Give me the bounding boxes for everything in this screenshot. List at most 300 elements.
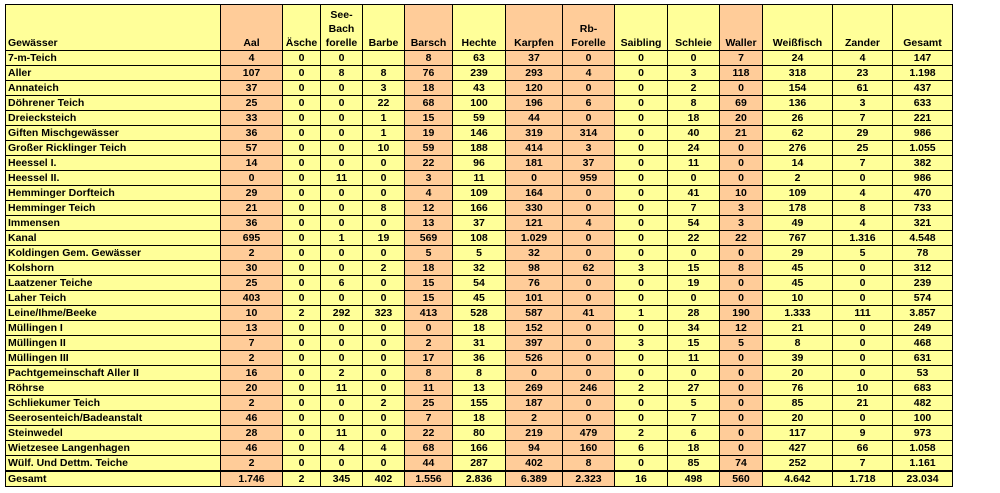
cell-hechte: 166 — [453, 441, 506, 456]
table-row — [6, 351, 953, 366]
cell-schleie: 11 — [668, 351, 720, 366]
cell-waller: 0 — [720, 246, 763, 261]
cell-karpfen: 37 — [506, 51, 563, 66]
cell-waller: 10 — [720, 186, 763, 201]
cell-schleie: 85 — [668, 456, 720, 472]
cell-hechte: 31 — [453, 336, 506, 351]
cell-barsch: 22 — [405, 156, 453, 171]
cell-aal: 2 — [221, 456, 283, 472]
cell-saibling: 0 — [615, 156, 668, 171]
cell-gesamt: 1.161 — [893, 456, 953, 472]
cell-gesamt: 482 — [893, 396, 953, 411]
cell-rbforelle: 314 — [563, 126, 615, 141]
cell-karpfen: 0 — [506, 366, 563, 381]
cell-barsch: 4 — [405, 186, 453, 201]
cell-waller: 118 — [720, 66, 763, 81]
cell-seebachforelle: 0 — [321, 321, 363, 336]
cell-hechte: 287 — [453, 456, 506, 472]
cell-gesamt: 3.857 — [893, 306, 953, 321]
column-header-karpfen: Karpfen — [506, 5, 563, 51]
cell-weissfisch: 39 — [763, 351, 833, 366]
water-name-cell: Hemminger Dorfteich — [6, 186, 221, 201]
table-row — [6, 291, 953, 306]
cell-aesche: 0 — [283, 381, 321, 396]
cell-seebachforelle: 0 — [321, 216, 363, 231]
table-row — [6, 261, 953, 276]
cell-karpfen: 101 — [506, 291, 563, 306]
cell-zander: 4 — [833, 216, 893, 231]
cell-aal: 21 — [221, 201, 283, 216]
cell-aal: 20 — [221, 381, 283, 396]
cell-aesche: 0 — [283, 141, 321, 156]
cell-zander: 111 — [833, 306, 893, 321]
cell-aal: 403 — [221, 291, 283, 306]
cell-barsch: 15 — [405, 276, 453, 291]
cell-barsch: 0 — [405, 321, 453, 336]
column-header-barsch: Barsch — [405, 5, 453, 51]
cell-aal: 36 — [221, 216, 283, 231]
cell-gesamt: 733 — [893, 201, 953, 216]
column-header-hechte: Hechte — [453, 5, 506, 51]
cell-gesamt: 100 — [893, 411, 953, 426]
cell-hechte: 188 — [453, 141, 506, 156]
cell-karpfen: 319 — [506, 126, 563, 141]
cell-gesamt: 633 — [893, 96, 953, 111]
cell-aal: 46 — [221, 411, 283, 426]
cell-karpfen: 76 — [506, 276, 563, 291]
cell-barsch: 44 — [405, 456, 453, 472]
cell-hechte: 96 — [453, 156, 506, 171]
cell-schleie: 6 — [668, 426, 720, 441]
cell-barbe: 0 — [363, 321, 405, 336]
cell-schleie: 0 — [668, 171, 720, 186]
cell-waller: 7 — [720, 51, 763, 66]
cell-karpfen: 330 — [506, 201, 563, 216]
table-row — [6, 156, 953, 171]
cell-aesche: 0 — [283, 396, 321, 411]
cell-seebachforelle: 8 — [321, 66, 363, 81]
cell-barbe: 1 — [363, 126, 405, 141]
cell-hechte: 32 — [453, 261, 506, 276]
cell-saibling: 0 — [615, 81, 668, 96]
cell-barsch: 3 — [405, 171, 453, 186]
cell-gesamt: 470 — [893, 186, 953, 201]
cell-aesche: 0 — [283, 156, 321, 171]
table-row — [6, 456, 953, 472]
cell-zander: 25 — [833, 141, 893, 156]
cell-barbe: 0 — [363, 156, 405, 171]
cell-aal: 25 — [221, 276, 283, 291]
cell-seebachforelle: 0 — [321, 201, 363, 216]
cell-barbe: 0 — [363, 381, 405, 396]
cell-zander: 5 — [833, 246, 893, 261]
cell-schleie: 28 — [668, 306, 720, 321]
table-row — [6, 201, 953, 216]
water-name-cell: Hemminger Teich — [6, 201, 221, 216]
cell-schleie: 41 — [668, 186, 720, 201]
cell-schleie: 2 — [668, 81, 720, 96]
table-row — [6, 381, 953, 396]
cell-aesche: 0 — [283, 411, 321, 426]
cell-saibling: 6 — [615, 441, 668, 456]
cell-weissfisch: 29 — [763, 246, 833, 261]
cell-gesamt: 986 — [893, 171, 953, 186]
cell-schleie: 54 — [668, 216, 720, 231]
column-header-gesamt: Gesamt — [893, 5, 953, 51]
cell-waller: 5 — [720, 336, 763, 351]
cell-hechte: 37 — [453, 216, 506, 231]
water-name-cell: Giften Mischgewässer — [6, 126, 221, 141]
cell-gesamt: 574 — [893, 291, 953, 306]
cell-aal: 7 — [221, 336, 283, 351]
cell-weissfisch: 21 — [763, 321, 833, 336]
cell-weissfisch: 20 — [763, 411, 833, 426]
cell-weissfisch: 49 — [763, 216, 833, 231]
total-zander: 1.718 — [833, 471, 893, 487]
cell-saibling: 0 — [615, 51, 668, 66]
table-row — [6, 141, 953, 156]
cell-weissfisch: 62 — [763, 126, 833, 141]
cell-gesamt: 53 — [893, 366, 953, 381]
water-name-cell: Immensen — [6, 216, 221, 231]
cell-karpfen: 120 — [506, 81, 563, 96]
cell-hechte: 54 — [453, 276, 506, 291]
column-header-weissfisch: Weißfisch — [763, 5, 833, 51]
cell-hechte: 43 — [453, 81, 506, 96]
cell-seebachforelle: 0 — [321, 186, 363, 201]
cell-aal: 28 — [221, 426, 283, 441]
cell-waller: 0 — [720, 276, 763, 291]
water-name-cell: Aller — [6, 66, 221, 81]
cell-rbforelle: 479 — [563, 426, 615, 441]
cell-aesche: 0 — [283, 351, 321, 366]
cell-aesche: 0 — [283, 81, 321, 96]
total-barbe: 402 — [363, 471, 405, 487]
cell-aal: 2 — [221, 351, 283, 366]
cell-karpfen: 397 — [506, 336, 563, 351]
cell-seebachforelle: 0 — [321, 336, 363, 351]
cell-karpfen: 196 — [506, 96, 563, 111]
cell-barbe: 0 — [363, 276, 405, 291]
table-row — [6, 396, 953, 411]
cell-saibling: 1 — [615, 306, 668, 321]
cell-barsch: 76 — [405, 66, 453, 81]
cell-aesche: 0 — [283, 456, 321, 472]
total-aesche: 2 — [283, 471, 321, 487]
table-row — [6, 66, 953, 81]
cell-hechte: 528 — [453, 306, 506, 321]
cell-hechte: 13 — [453, 381, 506, 396]
cell-rbforelle: 6 — [563, 96, 615, 111]
cell-barbe: 3 — [363, 81, 405, 96]
column-header-aesche: Äsche — [283, 5, 321, 51]
cell-gesamt: 249 — [893, 321, 953, 336]
cell-rbforelle: 41 — [563, 306, 615, 321]
cell-saibling: 0 — [615, 126, 668, 141]
cell-barbe: 0 — [363, 246, 405, 261]
cell-seebachforelle: 0 — [321, 51, 363, 66]
cell-zander: 8 — [833, 201, 893, 216]
cell-barsch: 22 — [405, 426, 453, 441]
cell-barbe: 19 — [363, 231, 405, 246]
cell-zander: 29 — [833, 126, 893, 141]
cell-aal: 10 — [221, 306, 283, 321]
cell-barsch: 5 — [405, 246, 453, 261]
table-body — [6, 51, 953, 472]
total-barsch: 1.556 — [405, 471, 453, 487]
water-name-cell: Koldingen Gem. Gewässer — [6, 246, 221, 261]
cell-karpfen: 98 — [506, 261, 563, 276]
cell-aal: 0 — [221, 171, 283, 186]
total-seebachforelle: 345 — [321, 471, 363, 487]
column-header-schleie: Schleie — [668, 5, 720, 51]
cell-weissfisch: 2 — [763, 171, 833, 186]
cell-aesche: 0 — [283, 186, 321, 201]
water-name-cell: Müllingen I — [6, 321, 221, 336]
cell-gesamt: 986 — [893, 126, 953, 141]
cell-zander: 4 — [833, 51, 893, 66]
cell-zander: 0 — [833, 276, 893, 291]
table-row — [6, 171, 953, 186]
cell-zander: 0 — [833, 366, 893, 381]
cell-aal: 25 — [221, 96, 283, 111]
cell-saibling: 0 — [615, 141, 668, 156]
water-name-cell: Leine/Ihme/Beeke — [6, 306, 221, 321]
cell-waller: 0 — [720, 426, 763, 441]
cell-barbe: 0 — [363, 426, 405, 441]
cell-waller: 190 — [720, 306, 763, 321]
cell-rbforelle: 0 — [563, 396, 615, 411]
cell-seebachforelle: 0 — [321, 456, 363, 472]
cell-aesche: 0 — [283, 276, 321, 291]
water-name-cell: Kanal — [6, 231, 221, 246]
total-hechte: 2.836 — [453, 471, 506, 487]
cell-saibling: 3 — [615, 336, 668, 351]
fish-catch-table — [5, 4, 953, 487]
cell-barbe: 0 — [363, 456, 405, 472]
cell-gesamt: 147 — [893, 51, 953, 66]
column-header-rbforelle: Rb- Forelle — [563, 5, 615, 51]
cell-barsch: 12 — [405, 201, 453, 216]
cell-barbe: 8 — [363, 201, 405, 216]
table-row — [6, 306, 953, 321]
cell-seebachforelle: 0 — [321, 156, 363, 171]
cell-karpfen: 269 — [506, 381, 563, 396]
cell-rbforelle: 0 — [563, 111, 615, 126]
cell-aesche: 0 — [283, 426, 321, 441]
cell-aesche: 2 — [283, 306, 321, 321]
cell-hechte: 8 — [453, 366, 506, 381]
table-row — [6, 111, 953, 126]
cell-waller: 20 — [720, 111, 763, 126]
cell-waller: 8 — [720, 261, 763, 276]
cell-seebachforelle: 292 — [321, 306, 363, 321]
cell-gesamt: 683 — [893, 381, 953, 396]
cell-seebachforelle: 1 — [321, 231, 363, 246]
cell-aal: 2 — [221, 246, 283, 261]
cell-schleie: 19 — [668, 276, 720, 291]
cell-aal: 4 — [221, 51, 283, 66]
cell-seebachforelle: 0 — [321, 291, 363, 306]
cell-aal: 46 — [221, 441, 283, 456]
water-name-cell: Laher Teich — [6, 291, 221, 306]
water-name-cell: Dreiecksteich — [6, 111, 221, 126]
cell-rbforelle: 0 — [563, 51, 615, 66]
cell-barbe: 10 — [363, 141, 405, 156]
cell-aesche: 0 — [283, 126, 321, 141]
cell-seebachforelle: 0 — [321, 411, 363, 426]
cell-schleie: 0 — [668, 51, 720, 66]
cell-hechte: 63 — [453, 51, 506, 66]
total-gesamt: 23.034 — [893, 471, 953, 487]
cell-aesche: 0 — [283, 291, 321, 306]
table-row — [6, 186, 953, 201]
column-header-saibling: Saibling — [615, 5, 668, 51]
cell-weissfisch: 117 — [763, 426, 833, 441]
water-name-cell: Schliekumer Teich — [6, 396, 221, 411]
water-name-cell: Müllingen II — [6, 336, 221, 351]
cell-barbe: 1 — [363, 111, 405, 126]
cell-saibling: 2 — [615, 426, 668, 441]
cell-rbforelle: 0 — [563, 81, 615, 96]
cell-gesamt: 468 — [893, 336, 953, 351]
cell-saibling: 0 — [615, 351, 668, 366]
cell-aesche: 0 — [283, 336, 321, 351]
cell-aesche: 0 — [283, 261, 321, 276]
cell-karpfen: 94 — [506, 441, 563, 456]
cell-gesamt: 312 — [893, 261, 953, 276]
cell-seebachforelle: 11 — [321, 426, 363, 441]
cell-karpfen: 1.029 — [506, 231, 563, 246]
cell-waller: 0 — [720, 291, 763, 306]
header-row — [6, 5, 953, 51]
column-header-barbe: Barbe — [363, 5, 405, 51]
cell-barsch: 68 — [405, 441, 453, 456]
cell-aesche: 0 — [283, 171, 321, 186]
total-row — [6, 471, 953, 487]
cell-waller: 69 — [720, 96, 763, 111]
cell-weissfisch: 318 — [763, 66, 833, 81]
table-row — [6, 246, 953, 261]
cell-saibling: 0 — [615, 396, 668, 411]
cell-weissfisch: 1.333 — [763, 306, 833, 321]
table-row — [6, 426, 953, 441]
cell-zander: 4 — [833, 186, 893, 201]
cell-hechte: 18 — [453, 321, 506, 336]
cell-waller: 0 — [720, 81, 763, 96]
cell-zander: 10 — [833, 381, 893, 396]
cell-aal: 2 — [221, 396, 283, 411]
table-row — [6, 126, 953, 141]
column-header-seebachforelle: See- Bach forelle — [321, 5, 363, 51]
cell-saibling: 0 — [615, 231, 668, 246]
cell-aal: 29 — [221, 186, 283, 201]
cell-barsch: 68 — [405, 96, 453, 111]
column-header-zander: Zander — [833, 5, 893, 51]
cell-zander: 66 — [833, 441, 893, 456]
cell-schleie: 40 — [668, 126, 720, 141]
cell-aesche: 0 — [283, 66, 321, 81]
total-waller: 560 — [720, 471, 763, 487]
total-schleie: 498 — [668, 471, 720, 487]
table-row — [6, 51, 953, 66]
cell-zander: 61 — [833, 81, 893, 96]
cell-karpfen: 293 — [506, 66, 563, 81]
cell-seebachforelle: 11 — [321, 171, 363, 186]
table-row — [6, 366, 953, 381]
cell-waller: 12 — [720, 321, 763, 336]
cell-weissfisch: 24 — [763, 51, 833, 66]
cell-weissfisch: 45 — [763, 276, 833, 291]
water-name-cell: Großer Ricklinger Teich — [6, 141, 221, 156]
cell-zander: 23 — [833, 66, 893, 81]
water-name-cell: Döhrener Teich — [6, 96, 221, 111]
cell-waller: 0 — [720, 396, 763, 411]
cell-seebachforelle: 4 — [321, 441, 363, 456]
cell-hechte: 11 — [453, 171, 506, 186]
cell-seebachforelle: 0 — [321, 351, 363, 366]
cell-waller: 0 — [720, 156, 763, 171]
water-name-cell: Steinwedel — [6, 426, 221, 441]
cell-aesche: 0 — [283, 111, 321, 126]
cell-barsch: 15 — [405, 111, 453, 126]
cell-zander: 9 — [833, 426, 893, 441]
cell-rbforelle: 0 — [563, 186, 615, 201]
cell-saibling: 0 — [615, 291, 668, 306]
cell-waller: 3 — [720, 201, 763, 216]
cell-weissfisch: 85 — [763, 396, 833, 411]
cell-gesamt: 221 — [893, 111, 953, 126]
cell-gesamt: 4.548 — [893, 231, 953, 246]
cell-waller: 22 — [720, 231, 763, 246]
cell-barbe: 2 — [363, 396, 405, 411]
cell-gesamt: 437 — [893, 81, 953, 96]
water-name-cell: Wülf. Und Dettm. Teiche — [6, 456, 221, 472]
cell-hechte: 146 — [453, 126, 506, 141]
cell-aesche: 0 — [283, 366, 321, 381]
cell-waller: 0 — [720, 141, 763, 156]
cell-hechte: 18 — [453, 411, 506, 426]
cell-hechte: 100 — [453, 96, 506, 111]
cell-seebachforelle: 0 — [321, 81, 363, 96]
cell-weissfisch: 10 — [763, 291, 833, 306]
cell-barbe: 0 — [363, 336, 405, 351]
cell-weissfisch: 136 — [763, 96, 833, 111]
cell-barbe: 0 — [363, 186, 405, 201]
cell-karpfen: 44 — [506, 111, 563, 126]
total-saibling: 16 — [615, 471, 668, 487]
cell-karpfen: 164 — [506, 186, 563, 201]
cell-waller: 0 — [720, 351, 763, 366]
cell-hechte: 5 — [453, 246, 506, 261]
cell-rbforelle: 4 — [563, 216, 615, 231]
cell-barbe: 0 — [363, 351, 405, 366]
cell-rbforelle: 160 — [563, 441, 615, 456]
cell-saibling: 0 — [615, 456, 668, 472]
cell-karpfen: 414 — [506, 141, 563, 156]
cell-weissfisch: 20 — [763, 366, 833, 381]
cell-rbforelle: 4 — [563, 66, 615, 81]
cell-barbe: 22 — [363, 96, 405, 111]
cell-rbforelle: 0 — [563, 411, 615, 426]
water-name-cell: Röhrse — [6, 381, 221, 396]
cell-weissfisch: 76 — [763, 381, 833, 396]
cell-weissfisch: 767 — [763, 231, 833, 246]
cell-aal: 107 — [221, 66, 283, 81]
cell-rbforelle: 37 — [563, 156, 615, 171]
cell-zander: 7 — [833, 456, 893, 472]
cell-schleie: 24 — [668, 141, 720, 156]
